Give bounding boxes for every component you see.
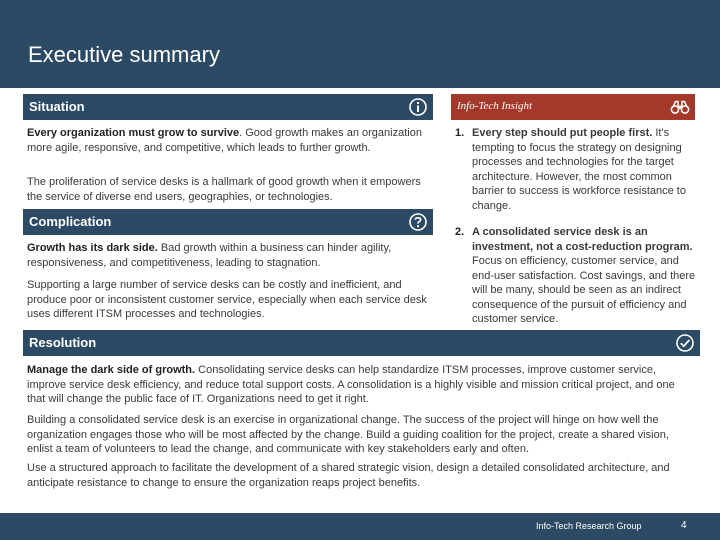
resolution-header	[23, 330, 700, 356]
resolution-text: Consolidating service desks can help standardize ITSM processes, improve customer service, improve service desk efficiency, and reduce total support costs. A consolidation is a highly visible and mission critical project, and one that will change the public face of IT. Organizations need to get it right.	[27, 364, 675, 405]
complication-paragraph-2: Supporting a large number of service desks can be costly and inefficient, and produce poor or inconsistent customer service, especially when each service desk uses different ITSM processes and technologies.	[27, 279, 427, 320]
info-icon	[408, 97, 428, 117]
situation-paragraph-1	[27, 126, 431, 155]
binoculars-icon	[669, 97, 691, 117]
checkmark-icon	[675, 333, 695, 353]
item-number: 1.	[455, 127, 465, 139]
complication-text: Bad growth within a business can hinder agility, responsiveness, and competitiveness, leading to stagnation.	[27, 242, 392, 269]
list-item	[452, 126, 702, 213]
situation-lead: Every organization must grow to survive	[27, 127, 240, 139]
resolution-paragraph-2: Building a consolidated service desk is an exercise in organizational change. The success of the project will hinge on how well the organization engages those who will be most affected by the change. Build a guiding coalition for the project, create a shared vision, enlist a team of volunteers to lead the change, and communicate with key stakeholders early and often.	[27, 414, 669, 455]
item-text: Focus on efficiency, customer service, and end-user satisfaction. Cost savings, and there will be many, should be seen as an indirect consequence of the pursuit of efficiency and customer service.	[472, 255, 696, 325]
page-title: Executive summary	[28, 42, 220, 67]
question-icon	[408, 212, 428, 232]
complication-paragraph-1	[27, 241, 431, 270]
resolution-lead: Manage the dark side of growth.	[27, 364, 196, 376]
footer	[0, 513, 720, 540]
situation-paragraph-2: The proliferation of service desks is a hallmark of good growth when it empowers the service of diverse end users, geographies, or technologies.	[27, 176, 421, 203]
item-lead: Every step should put people first.	[472, 127, 653, 139]
situation-header	[23, 94, 433, 120]
resolution-paragraph-1	[27, 363, 695, 407]
complication-lead: Growth has its dark side.	[27, 242, 158, 254]
situation-text: . Good growth makes an organization more agile, responsive, and competitive, which leads to further growth.	[27, 127, 422, 154]
page-number: 4	[681, 520, 687, 531]
item-text: It's tempting to focus the strategy on designing processes and technologies for the target architecture. However, the most common barrier to success is workforce resistance to change.	[472, 127, 686, 212]
insight-label: Info-Tech Insight	[457, 100, 533, 112]
resolution-paragraph-3: Use a structured approach to facilitate the development of a shared strategic vision, design a detailed consolidated architecture, and anticipate resistance to change to ensure the organization reaps project benefits.	[27, 462, 670, 489]
title-banner	[0, 0, 720, 88]
list-item	[452, 225, 702, 327]
footer-brand: Info-Tech Research Group	[536, 521, 642, 531]
complication-label: Complication	[29, 214, 112, 229]
resolution-label: Resolution	[29, 335, 97, 350]
situation-label: Situation	[29, 99, 85, 114]
insight-header	[451, 94, 695, 120]
insight-list	[452, 126, 702, 327]
complication-header	[23, 209, 433, 235]
item-lead: A consolidated service desk is an investment, not a cost-reduction program.	[472, 226, 693, 253]
item-number: 2.	[455, 226, 465, 238]
